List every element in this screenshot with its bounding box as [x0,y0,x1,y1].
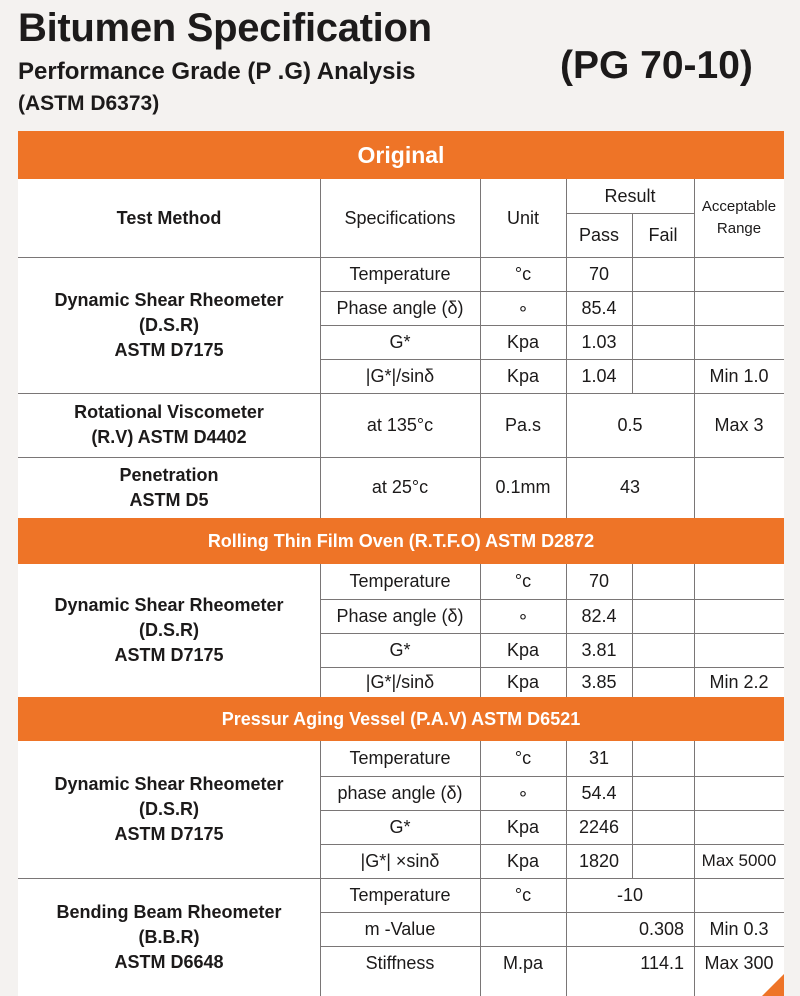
pass-cell: 3.85 [581,671,617,692]
pav-dsr-method: Dynamic Shear Rheometer (D.S.R) ASTM D7175 [54,774,284,844]
document-title: Bitumen Specification [18,6,432,50]
result-cell: 0.308 [638,918,684,939]
spec-cell: at 25°c [371,477,429,497]
unit-cell: ∘ [517,605,529,626]
spec-cell: |G*|/sinδ [365,365,435,386]
spec-cell: at 135°c [366,414,434,435]
pass-cell: 3.81 [581,639,617,660]
spec-cell: |G*| ×sinδ [360,850,440,871]
pass-cell: 85.4 [581,297,617,318]
range-cell: Max 300 [704,952,774,973]
spec-cell: phase angle (δ) [337,782,463,803]
range-cell: Min 0.3 [709,918,769,939]
result-cell: 114.1 [640,952,684,973]
unit-cell: °c [514,884,532,905]
spec-cell: G* [389,639,411,660]
header-unit: Unit [506,207,539,228]
original-dsr-method: Dynamic Shear Rheometer (D.S.R) ASTM D7175 [54,289,284,360]
header-pass: Pass [578,224,620,245]
spec-cell: Phase angle (δ) [336,605,464,626]
range-cell: Min 1.0 [709,365,769,386]
result-cell: 43 [619,477,641,497]
unit-cell: Pa.s [504,414,542,435]
unit-cell: Kpa [506,639,540,660]
section-rtfo: Rolling Thin Film Oven (R.T.F.O) ASTM D2872 [18,518,784,564]
section-pav: Pressur Aging Vessel (P.A.V) ASTM D6521 [18,697,784,741]
spec-cell: m -Value [364,918,436,939]
range-cell: Max 5000 [701,851,777,870]
pass-cell: 82.4 [581,605,617,626]
unit-cell: Kpa [506,816,540,837]
spec-cell: Temperature [349,263,451,284]
rtfo-dsr-method: Dynamic Shear Rheometer (D.S.R) ASTM D7175 [54,595,284,665]
pass-cell: 1.03 [581,331,617,352]
range-cell: Min 2.2 [709,671,769,692]
unit-cell: ∘ [517,297,529,318]
header-result: Result [604,185,656,206]
header-test-method: Test Method [116,207,222,228]
spec-cell: G* [389,331,411,352]
pass-cell: 1.04 [581,365,617,386]
pass-cell: 31 [588,748,610,768]
header-specifications: Specifications [344,207,456,228]
original-rv-method: Rotational Viscometer (R.V) ASTM D4402 [74,402,264,447]
unit-cell: Kpa [506,331,540,352]
spec-cell: Temperature [349,748,451,768]
unit-cell: Kpa [506,671,540,692]
spec-cell: G* [389,816,411,837]
result-cell: 0.5 [617,414,643,435]
unit-cell: M.pa [502,952,544,973]
original-penetration-method: Penetration ASTM D5 [119,464,219,510]
unit-cell: °c [514,263,532,284]
pass-cell: 2246 [578,816,620,837]
header-acceptable-range: Acceptable Range [701,198,777,237]
section-original: Original [18,131,784,179]
spec-cell: Temperature [349,571,451,591]
pass-cell: 54.4 [581,782,617,803]
spec-cell: |G*|/sinδ [365,671,435,692]
pass-cell: 1820 [578,850,620,871]
unit-cell: °c [514,571,532,591]
unit-cell: ∘ [517,782,529,803]
corner-decoration [762,974,784,996]
unit-cell: Kpa [506,850,540,871]
unit-cell: Kpa [506,365,540,386]
document-subtitle: Performance Grade (P .G) Analysis [18,58,416,85]
specification-table [18,131,784,996]
spec-cell: Stiffness [365,952,435,973]
unit-cell: 0.1mm [495,477,551,497]
grade-label: (PG 70-10) [560,44,753,87]
pass-cell: 70 [588,263,610,284]
header-fail: Fail [648,224,678,245]
unit-cell: °c [514,748,532,768]
document-standard: (ASTM D6373) [18,92,160,115]
spec-cell: Temperature [349,884,451,905]
result-cell: -10 [616,884,643,905]
pass-cell: 70 [588,571,610,591]
spec-cell: Phase angle (δ) [336,297,464,318]
pav-bbr-method: Bending Beam Rheometer (B.B.R) ASTM D6648 [56,901,282,972]
range-cell: Max 3 [714,414,764,435]
